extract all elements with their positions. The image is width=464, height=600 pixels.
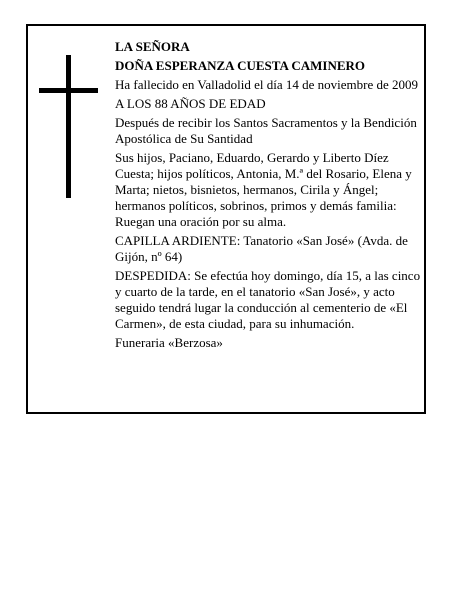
- obituary-notice: [26, 24, 426, 414]
- cross-vertical-bar: [66, 55, 71, 198]
- notice-header: LA SEÑORA: [115, 39, 190, 54]
- deceased-name: DOÑA ESPERANZA CUESTA CAMINERO: [115, 58, 366, 73]
- farewell-info: DESPEDIDA: Se efectúa hoy domingo, día 15, a las cinco y cuarto de la tarde, en el tanatorio «San José», y acto seguido tendrá lugar la conducción al cementerio de «El Carmen», de esta ciudad, para su inhumación.: [115, 268, 421, 331]
- death-announcement: Ha fallecido en Valladolid el día 14 de noviembre de 2009: [115, 77, 418, 92]
- family-message: Sus hijos, Paciano, Eduardo, Gerardo y Liberto Díez Cuesta; hijos políticos, Antonia, M.ª del Rosario, Elena y Marta; nietos, bisnietos, hermanos, Cirila y Ángel; hermanos políticos, sobrinos, primos y demás familia: Ruegan una oración por su alma.: [115, 150, 412, 229]
- age-line: A LOS 88 AÑOS DE EDAD: [115, 96, 266, 111]
- notice-text: [115, 39, 427, 354]
- sacraments-line: Después de recibir los Santos Sacramentos y la Bendición Apostólica de Su Santidad: [115, 115, 417, 146]
- chapel-info: CAPILLA ARDIENTE: Tanatorio «San José» (Avda. de Gijón, nº 64): [115, 233, 408, 264]
- funeral-home: Funeraria «Berzosa»: [115, 335, 223, 350]
- cross-horizontal-bar: [39, 88, 98, 93]
